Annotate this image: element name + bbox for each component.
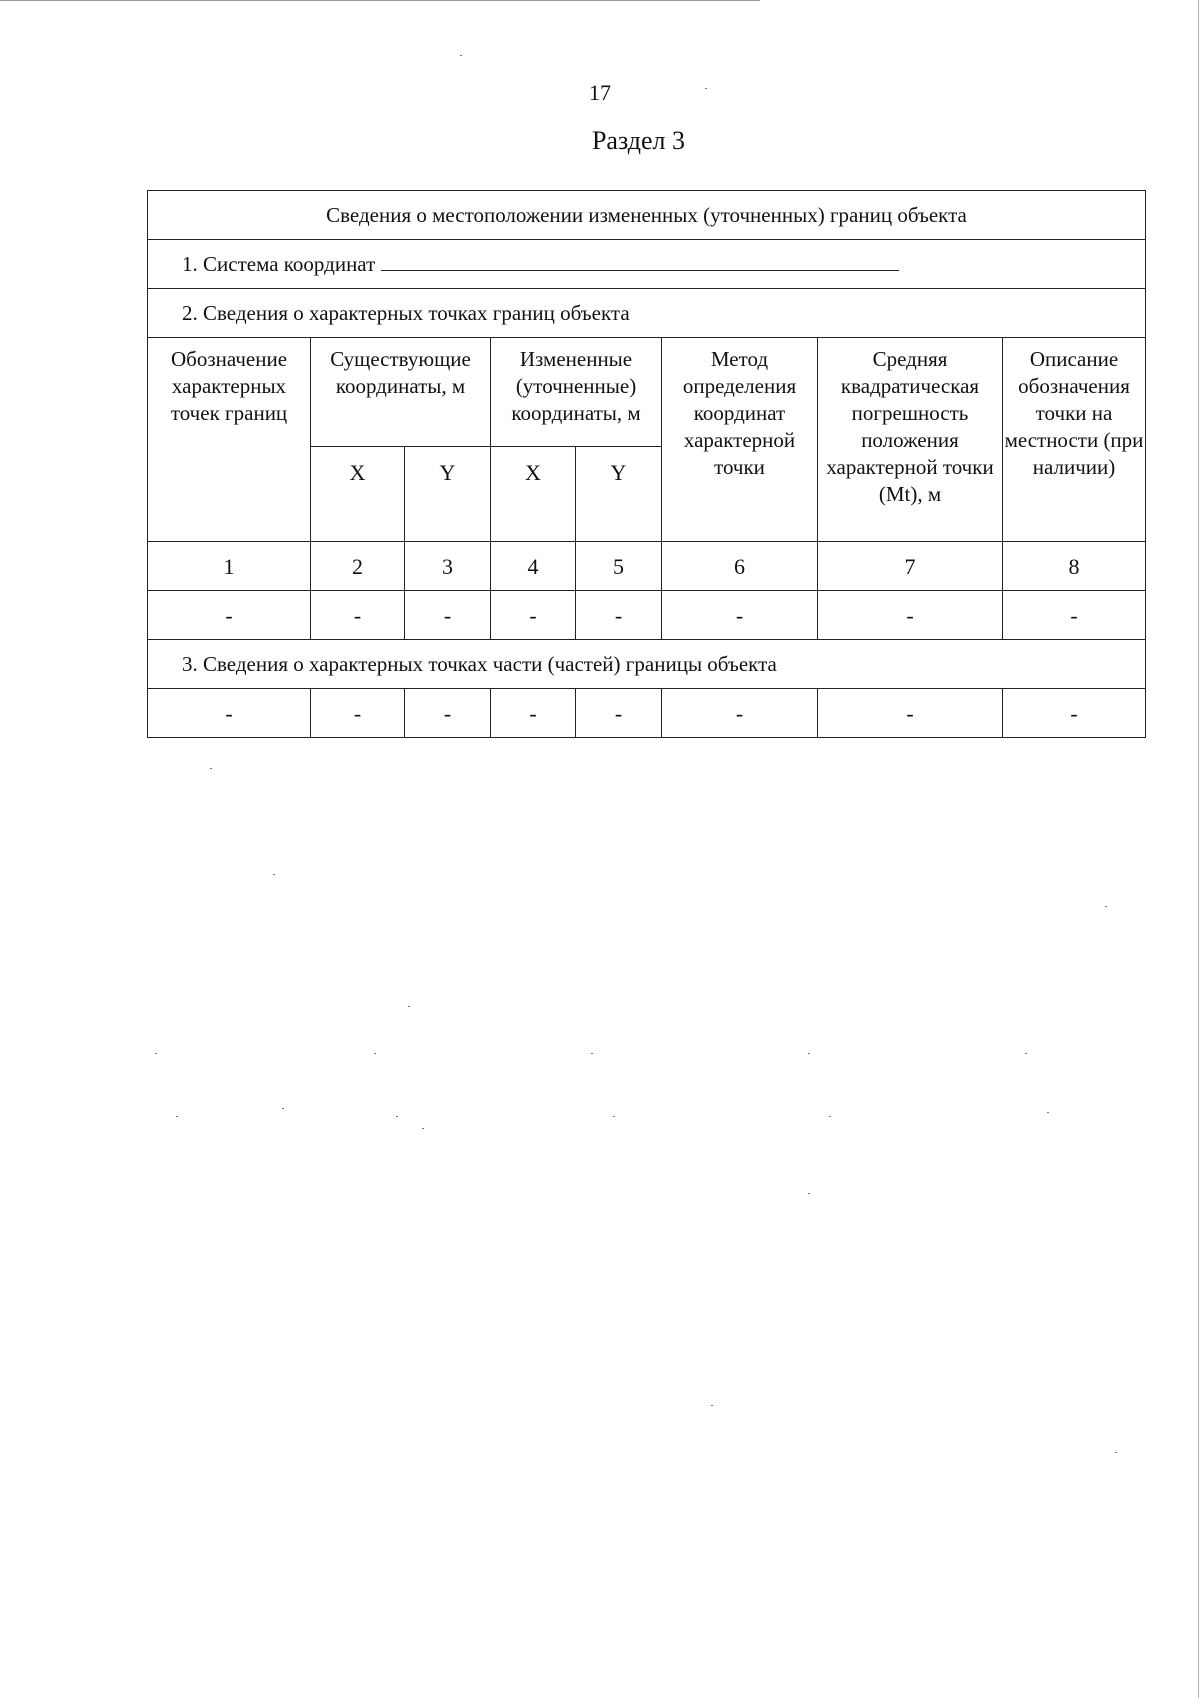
header-changed-y: Y [576, 447, 662, 542]
column-number: 4 [491, 542, 576, 591]
table-cell: - [576, 591, 662, 640]
section-title: Раздел 3 [591, 126, 686, 155]
header-mean-error: Средняя квадратическая погрешность положения характерной точки (Mt), м [818, 338, 1003, 542]
table-cell: - [148, 689, 311, 738]
header-designation: Обозначение характерных точек границ [148, 338, 311, 542]
column-number: 3 [405, 542, 491, 591]
points-heading: 2. Сведения о характерных точках границ объекта [148, 289, 1146, 338]
header-existing-coords: Существующие координаты, м [311, 338, 491, 447]
header-changed-coords: Измененные (уточненные) координаты, м [491, 338, 662, 447]
boundary-points-table [147, 190, 1146, 738]
header-existing-x: X [311, 447, 405, 542]
table-row [148, 689, 1146, 738]
table-cell: - [818, 689, 1003, 738]
parts-heading: 3. Сведения о характерных точках части (частей) границы объекта [148, 640, 1146, 689]
table-cell: - [818, 591, 1003, 640]
table-cell: - [148, 591, 311, 640]
table-cell: - [405, 689, 491, 738]
header-existing-y: Y [405, 447, 491, 542]
scan-edge-right [1198, 0, 1199, 1698]
table-cell: - [311, 689, 405, 738]
column-number: 5 [576, 542, 662, 591]
header-description: Описание обозначения точки на местности (при наличии) [1003, 338, 1146, 542]
column-numbers-row [148, 542, 1146, 591]
table-row [148, 591, 1146, 640]
table-cell: - [662, 591, 818, 640]
table-caption: Сведения о местоположении измененных (уточненных) границ объекта [148, 191, 1146, 240]
column-number: 6 [662, 542, 818, 591]
page-number: 17 [589, 80, 611, 105]
header-method: Метод определения координат характерной точки [662, 338, 818, 542]
table-cell: - [576, 689, 662, 738]
column-number: 1 [148, 542, 311, 591]
coord-system-label: 1. Система координат [182, 252, 376, 276]
coord-system-field[interactable] [381, 250, 899, 271]
table-cell: - [491, 689, 576, 738]
header-changed-x: X [491, 447, 576, 542]
table-cell: - [1003, 591, 1146, 640]
table-cell: - [405, 591, 491, 640]
column-number: 8 [1003, 542, 1146, 591]
coord-system-row [148, 240, 1146, 289]
table-cell: - [662, 689, 818, 738]
table-cell: - [1003, 689, 1146, 738]
table-cell: - [491, 591, 576, 640]
table-cell: - [311, 591, 405, 640]
column-number: 7 [818, 542, 1003, 591]
column-number: 2 [311, 542, 405, 591]
scan-edge-top [0, 0, 760, 1]
